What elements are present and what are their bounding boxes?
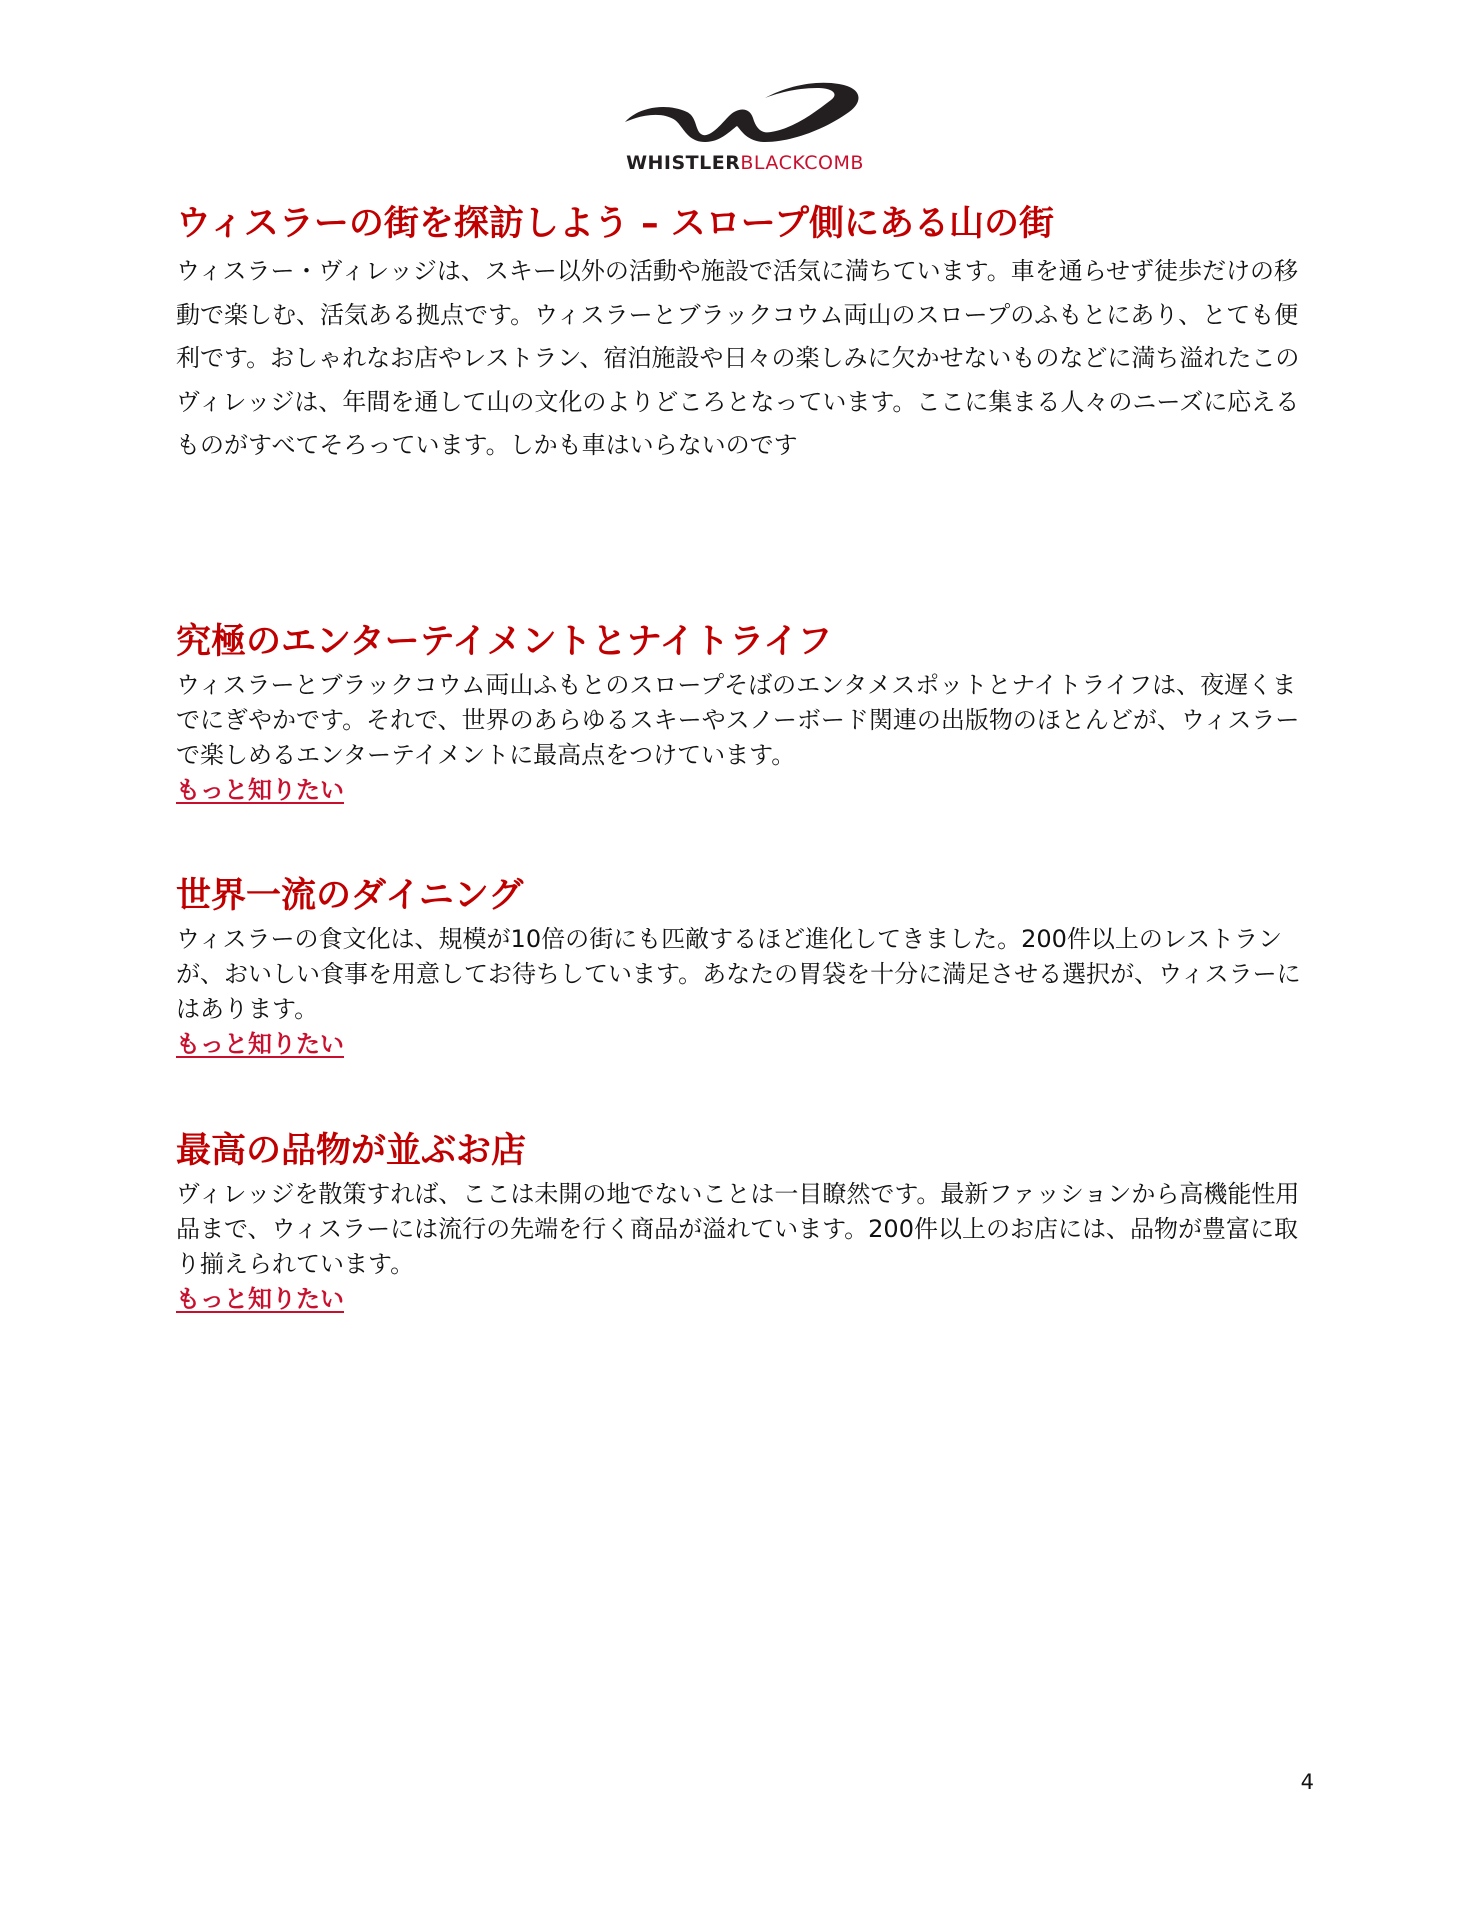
whistler-blackcomb-logo <box>580 82 910 182</box>
intro-body: ウィスラー・ヴィレッジは、スキー以外の活動や施設で活気に満ちています。車を通らせず徒歩だけの移動で楽しむ、活気ある拠点です。ウィスラーとブラックコウム両山のスロープのふもとにあり、とても便利です。おしゃれなお店やレストラン、宿泊施設や日々の楽しみに欠かせないものなどに満ち溢れたこのヴィレッジは、年間を通して山の文化のよりどころとなっています。ここに集まる人々のニーズに応えるものがすべてそろっています。しかも車はいらないのです <box>176 257 1300 459</box>
section-entertainment <box>176 616 1316 808</box>
intro-title: ウィスラーの街を探訪しよう – スロープ側にある山の街 <box>176 204 1055 244</box>
learn-more-link[interactable]: もっと知りたい <box>176 776 344 804</box>
section-shopping <box>176 1125 1316 1317</box>
section-title: 世界一流のダイニング <box>176 876 524 916</box>
section-body: ウィスラーの食文化は、規模が10倍の街にも匹敵するほど進化してきました。200件以上のレストランが、おいしい食事を用意してお待ちしています。あなたの胃袋を十分に満足させる選択が、ウィスラーにはあります。 <box>176 925 1301 1023</box>
section-title: 最高の品物が並ぶお店 <box>176 1131 527 1171</box>
section-body: ウィスラーとブラックコウム両山ふもとのスロープそばのエンタメスポットとナイトライフは、夜遅くまでにぎやかです。それで、世界のあらゆるスキーやスノーボード関連の出版物のほとんどが、ウィスラーで楽しめるエンターテイメントに最高点をつけています。 <box>176 671 1300 769</box>
logo-wave-icon <box>625 82 865 144</box>
learn-more-link[interactable]: もっと知りたい <box>176 1285 344 1313</box>
section-title: 究極のエンターテイメントとナイトライフ <box>176 622 833 662</box>
logo-word-blackcomb: BLACKCOMB <box>740 152 864 174</box>
intro-section <box>176 198 1316 468</box>
section-dining <box>176 870 1316 1062</box>
learn-more-link[interactable]: もっと知りたい <box>176 1030 344 1058</box>
logo-word-whistler: WHISTLER <box>626 152 741 174</box>
page-number: 4 <box>1300 1770 1314 1794</box>
logo-wordmark <box>580 152 910 174</box>
section-body: ヴィレッジを散策すれば、ここは未開の地でないことは一目瞭然です。最新ファッションから高機能性用品まで、ウィスラーには流行の先端を行く商品が溢れています。200件以上のお店には、品物が豊富に取り揃えられています。 <box>176 1180 1300 1278</box>
